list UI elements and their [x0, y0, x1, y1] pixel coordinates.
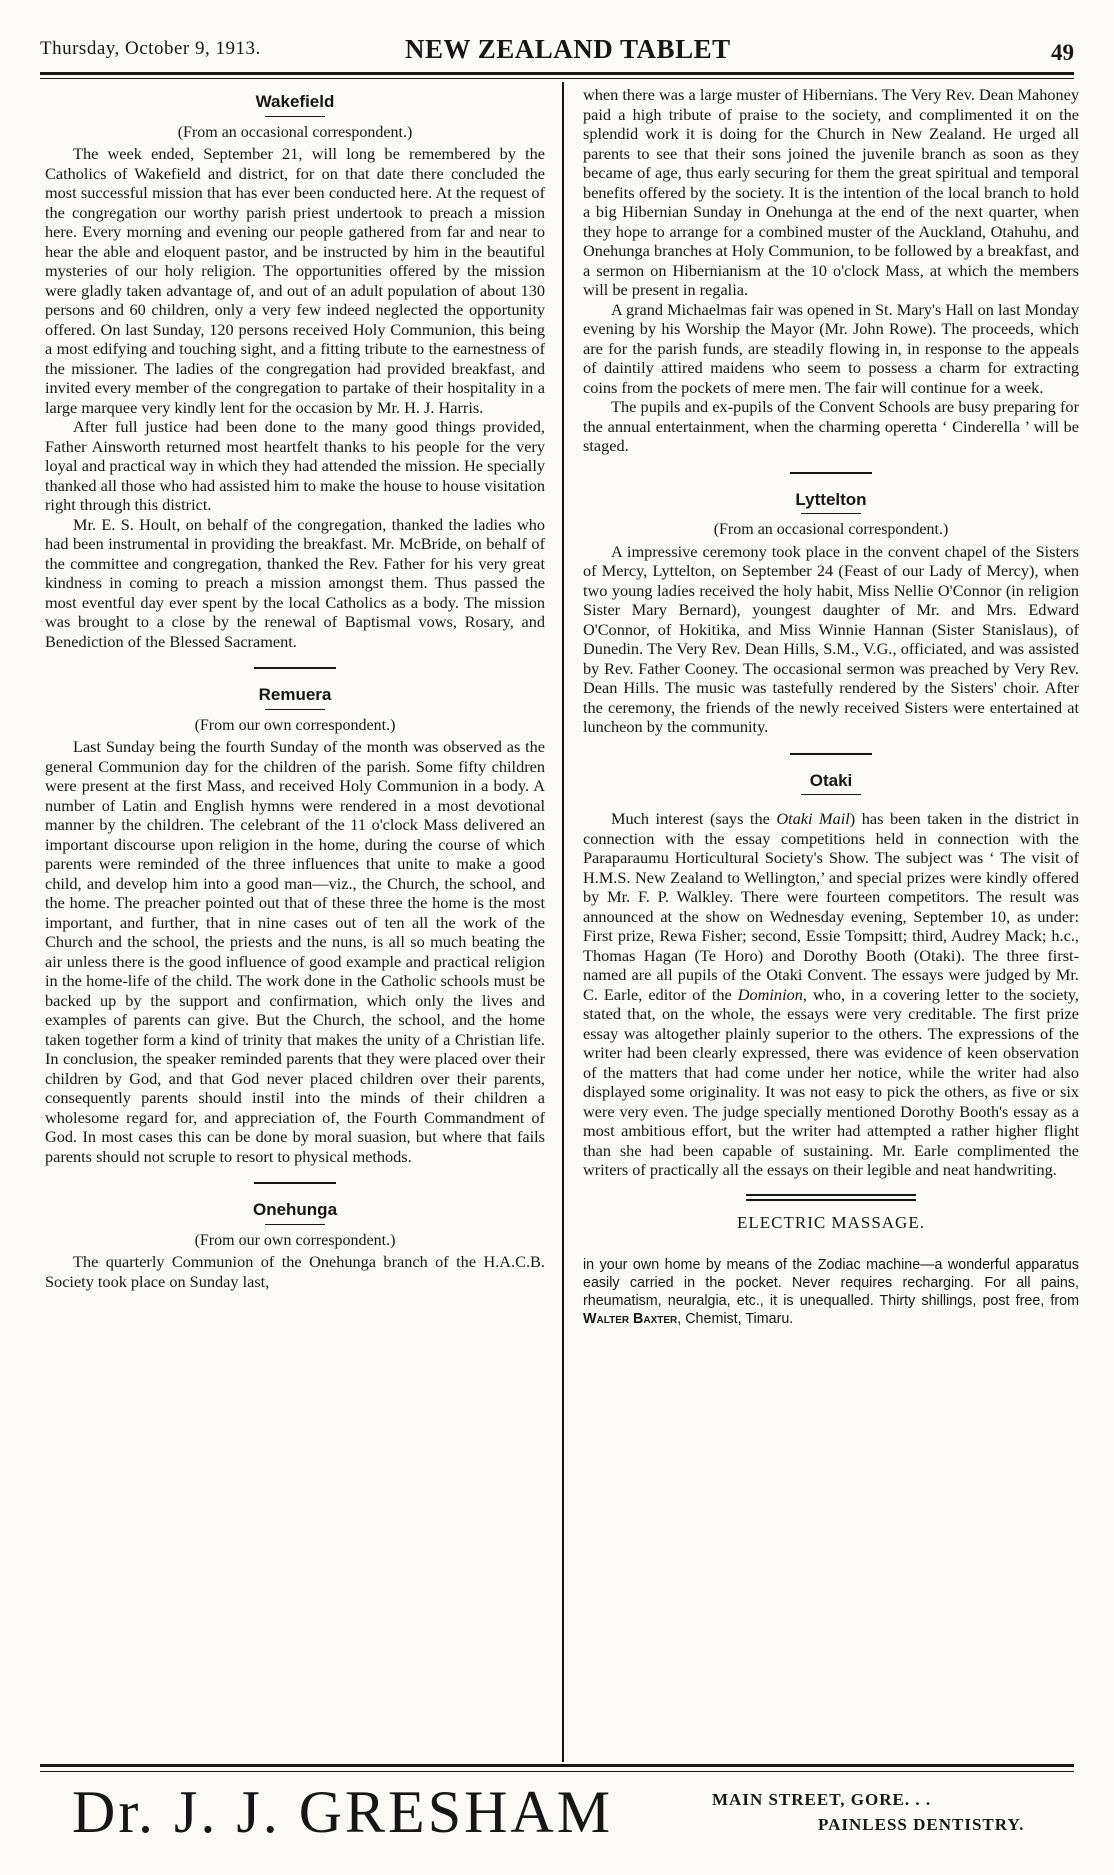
- italic-title: Dominion: [737, 984, 803, 1004]
- section-separator: [254, 667, 336, 669]
- advert-name: Dr. J. J. GRESHAM: [72, 1779, 614, 1845]
- article-paragraph: Mr. E. S. Hoult, on behalf of the congregation, thanked the ladies who had been instrumental in providing the breakfast. Mr. McBride, on behalf of the committee and congregation, thanked the Rev. Father for his very great kindness in coming to preach a mission amongst them. Thus passed the most eventful day ever spent by the local Catholics as a body. The mission was brought to a close by the renewal of Baptismal vows, Rosary, and Benediction of the Blessed Sacrament.: [45, 514, 545, 651]
- section-heading-lyttelton: Lyttelton: [795, 489, 867, 509]
- advert-address: MAIN STREET, GORE. . .: [712, 1790, 932, 1809]
- byline: (From an occasional correspondent.): [177, 123, 413, 141]
- heading-rule: [265, 1224, 325, 1225]
- article-paragraph: The week ended, September 21, will long be remembered by the Catholics of Wakefield and district, for on that date there concluded the most successful mission that has ever been conducted here. At the request of the congregation our worthy parish priest undertook to preach a mission here. Every morning and evening our people gathered from far and near to hear the able and eloquent pastor, and be instructed by him in the beautiful mysteries of our holy religion. The opportunities offered by the mission were gladly taken advantage of, and out of an adult population of about 130 persons and 60 children, only a very few indeed neglected the opportunity offered. On last Sunday, 120 persons received Holy Communion, this being a most edifying and touching sight, and a fitting tribute to the earnestness of the missioner. The ladies of the congregation had provided breakfast, and invited every member of the congregation to partake of their hospitality in a large marquee very kindly lent for the occasion by Mr. H. J. Harris.: [45, 144, 545, 417]
- left-column: [45, 92, 545, 1291]
- article-paragraph: After full justice had been done to the many good things provided, Father Ainsworth returned most heartfelt thanks to his people for the very loyal and practical way in which they had attended the mission. He specially thanked all those who had assisted him to make the house to house visitation right through this district.: [45, 417, 545, 514]
- right-column: [583, 85, 1079, 1328]
- masthead-title: NEW ZEALAND TABLET: [405, 34, 731, 64]
- article-paragraph: A impressive ceremony took place in the convent chapel of the Sisters of Mercy, Lyttelton, on September 24 (Feast of our Lady of Mercy), when two young ladies received the holy habit, Miss Nellie O'Connor (in religion Sister Mary Bernard), youngest daughter of Mr. and Mrs. Edward O'Connor, of Hokitika, and Miss Winnie Hannan (Sister Stanislaus), of Dunedin. The Very Rev. Dean Hills, S.M., V.G., officiated, and was assisted by Rev. Father Cooney. The occasional sermon was preached by Very Rev. Dean Hills. The music was tastefully rendered by the Sisters' choir. After the ceremony, the friends of the newly received Sisters were entertained at luncheon by the community.: [583, 541, 1079, 736]
- footer-rule-thin: [40, 1771, 1074, 1772]
- text-run: , who, in a covering letter to the society, stated that, on the whole, the essays were very creditable. The first prize essay was altogether plainly superior to the others. The expressions of the writer had been clearly expressed, there was evidence of keen observation of the matters that had come under her notice, while the writer had also displayed some originality. It was not easy to pick the others, as five or six were very even. The judge specially mentioned Dorothy Booth's essay as a most ambitious effort, but the writer had attempted a rather higher flight than she had been capable of sustaining. Mr. Earle complimented the writers of practically all the essays on their legible and neat handwriting.: [583, 984, 1079, 1179]
- text-run: ) has been taken in the district in connection with the essay competitions held in connection with the Paraparaumu Horticultural Society's Show. The subject was ‘ The visit of H.M.S. New Zealand to Wellington,’ and special prizes were kindly offered by Mr. F. P. Walkley. There were fourteen competitors. The result was announced at the show on Wednesday evening, September 10, as under: First prize, Rewa Fisher; second, Essie Tompsitt; third, Audrey Mack; h.c., Thomas Hagan (Te Horo) and Dorothy Booth (Otaki). The three first-named are all pupils of the Otaki Convent. The essays were judged by Mr. C. Earle, editor of the: [583, 809, 1079, 1004]
- article-paragraph: The pupils and ex-pupils of the Convent Schools are busy preparing for the annual entertainment, when the charming operetta ‘ Cinderella ’ will be staged.: [583, 397, 1079, 455]
- article-paragraph: The quarterly Communion of the Onehunga branch of the H.A.C.B. Society took place on Sunday last,: [45, 1252, 545, 1291]
- footer-rule: [40, 1764, 1074, 1767]
- article-paragraph: A grand Michaelmas fair was opened in St. Mary's Hall on last Monday evening by his Worship the Mayor (Mr. John Rowe). The proceeds, which are for the parish funds, are steadily flowing in, in response to the appeals of daintily attired maidens who seem to possess a charm for extracting coins from the pockets of mere men. The fair will continue for a week.: [583, 299, 1079, 397]
- article-paragraph: Last Sunday being the fourth Sunday of the month was observed as the general Communion day for the children of the parish. Some fifty children were present at the first Mass, and received Holy Communion in a body. A number of Latin and English hymns were rendered in a most devotional manner by the children. The celebrant of the 11 o'clock Mass delivered an important discourse upon religion in the home, during the course of which parents were reminded of the three influences that unite to make a good child, and develop him into a good man—viz., the Church, the school, and the home. The preacher pointed out that of these three the home is the most important, and further, that in nine cases out of ten all the work of the Church and the school, the priests and the nuns, is all so much beating the air unless there is the good influence of good example and practical religion in the home-life of the child. The work done in the Catholic schools must be backed up by the support and confirmation, which only the lives and examples of parents can give. But the Church, the school, and the home taken together form a kind of trinity that makes the unity of a Christian life. In conclusion, the speaker reminded parents that they were placed over their children by God, and that God never placed children over their parents, consequently parents should instil into the minds of their children a wholesome regard for, and appreciation of, the Fourth Commandment of God. In most cases this can be done by moral suasion, but where that fails parents should not scruple to resort to physical methods.: [45, 737, 545, 1166]
- byline: (From an occasional correspondent.): [713, 521, 949, 538]
- article-paragraph: when there was a large muster of Hibernians. The Very Rev. Dean Mahoney paid a high tribute of praise to the society, and complimented it on the splendid work it is doing for the Church in New Zealand. He urged all parents to see that their sons joined the juvenile branch as soon as they became of age, thus early securing for them the great spiritual and temporal benefits offered by the society. It is the intention of the local branch to hold a big Hibernian Sunday in Onehunga at the end of the next quarter, when they hope to arrange for a combined muster of the Auckland, Otahuhu, and Onehunga branches at Holy Communion, to be followed by a breakfast, and a sermon on Hibernianism at the 10 o'clock Mass, at which the members will be present in regalia.: [583, 85, 1079, 299]
- article-paragraph: [583, 809, 1079, 1180]
- heading-rule: [801, 794, 861, 795]
- byline: (From our own correspondent.): [194, 1231, 396, 1249]
- header-rule-thin: [40, 78, 1074, 79]
- advert-tagline: PAINLESS DENTISTRY.: [818, 1815, 1025, 1834]
- heading-rule: [265, 709, 325, 710]
- header-rule: [40, 72, 1074, 75]
- issue-date: Thursday, October 9, 1913.: [40, 38, 261, 59]
- byline: (From our own correspondent.): [194, 716, 396, 734]
- section-separator: [790, 753, 872, 755]
- section-heading-remuera: Remuera: [258, 685, 332, 704]
- text-run: Much interest (says the: [611, 809, 777, 828]
- advertiser-name: Walter Baxter: [583, 1311, 678, 1327]
- column-divider: [562, 82, 564, 1762]
- section-heading-wakefield: Wakefield: [255, 92, 335, 111]
- text-run: , Chemist, Timaru.: [677, 1311, 794, 1327]
- italic-title: Otaki Mail: [776, 809, 850, 828]
- heading-rule: [801, 513, 861, 514]
- section-heading-onehunga: Onehunga: [252, 1200, 338, 1219]
- section-separator: [254, 1182, 336, 1184]
- ad-body: [583, 1256, 1079, 1328]
- section-separator: [790, 472, 872, 474]
- heading-rule: [265, 116, 325, 117]
- page-number: 49: [1051, 40, 1074, 65]
- text-run: in your own home by means of the Zodiac machine—a wonderful apparatus easily carried in the pocket. Never requires recharging. For all pains, rheumatism, neuralgia, etc., it is unequalled. Thirty shillings, post free, from: [583, 1257, 1079, 1309]
- section-heading-otaki: Otaki: [809, 770, 853, 790]
- ad-heading: ELECTRIC MASSAGE.: [737, 1212, 925, 1232]
- ad-rule: [746, 1194, 916, 1201]
- page-header: [40, 34, 1074, 70]
